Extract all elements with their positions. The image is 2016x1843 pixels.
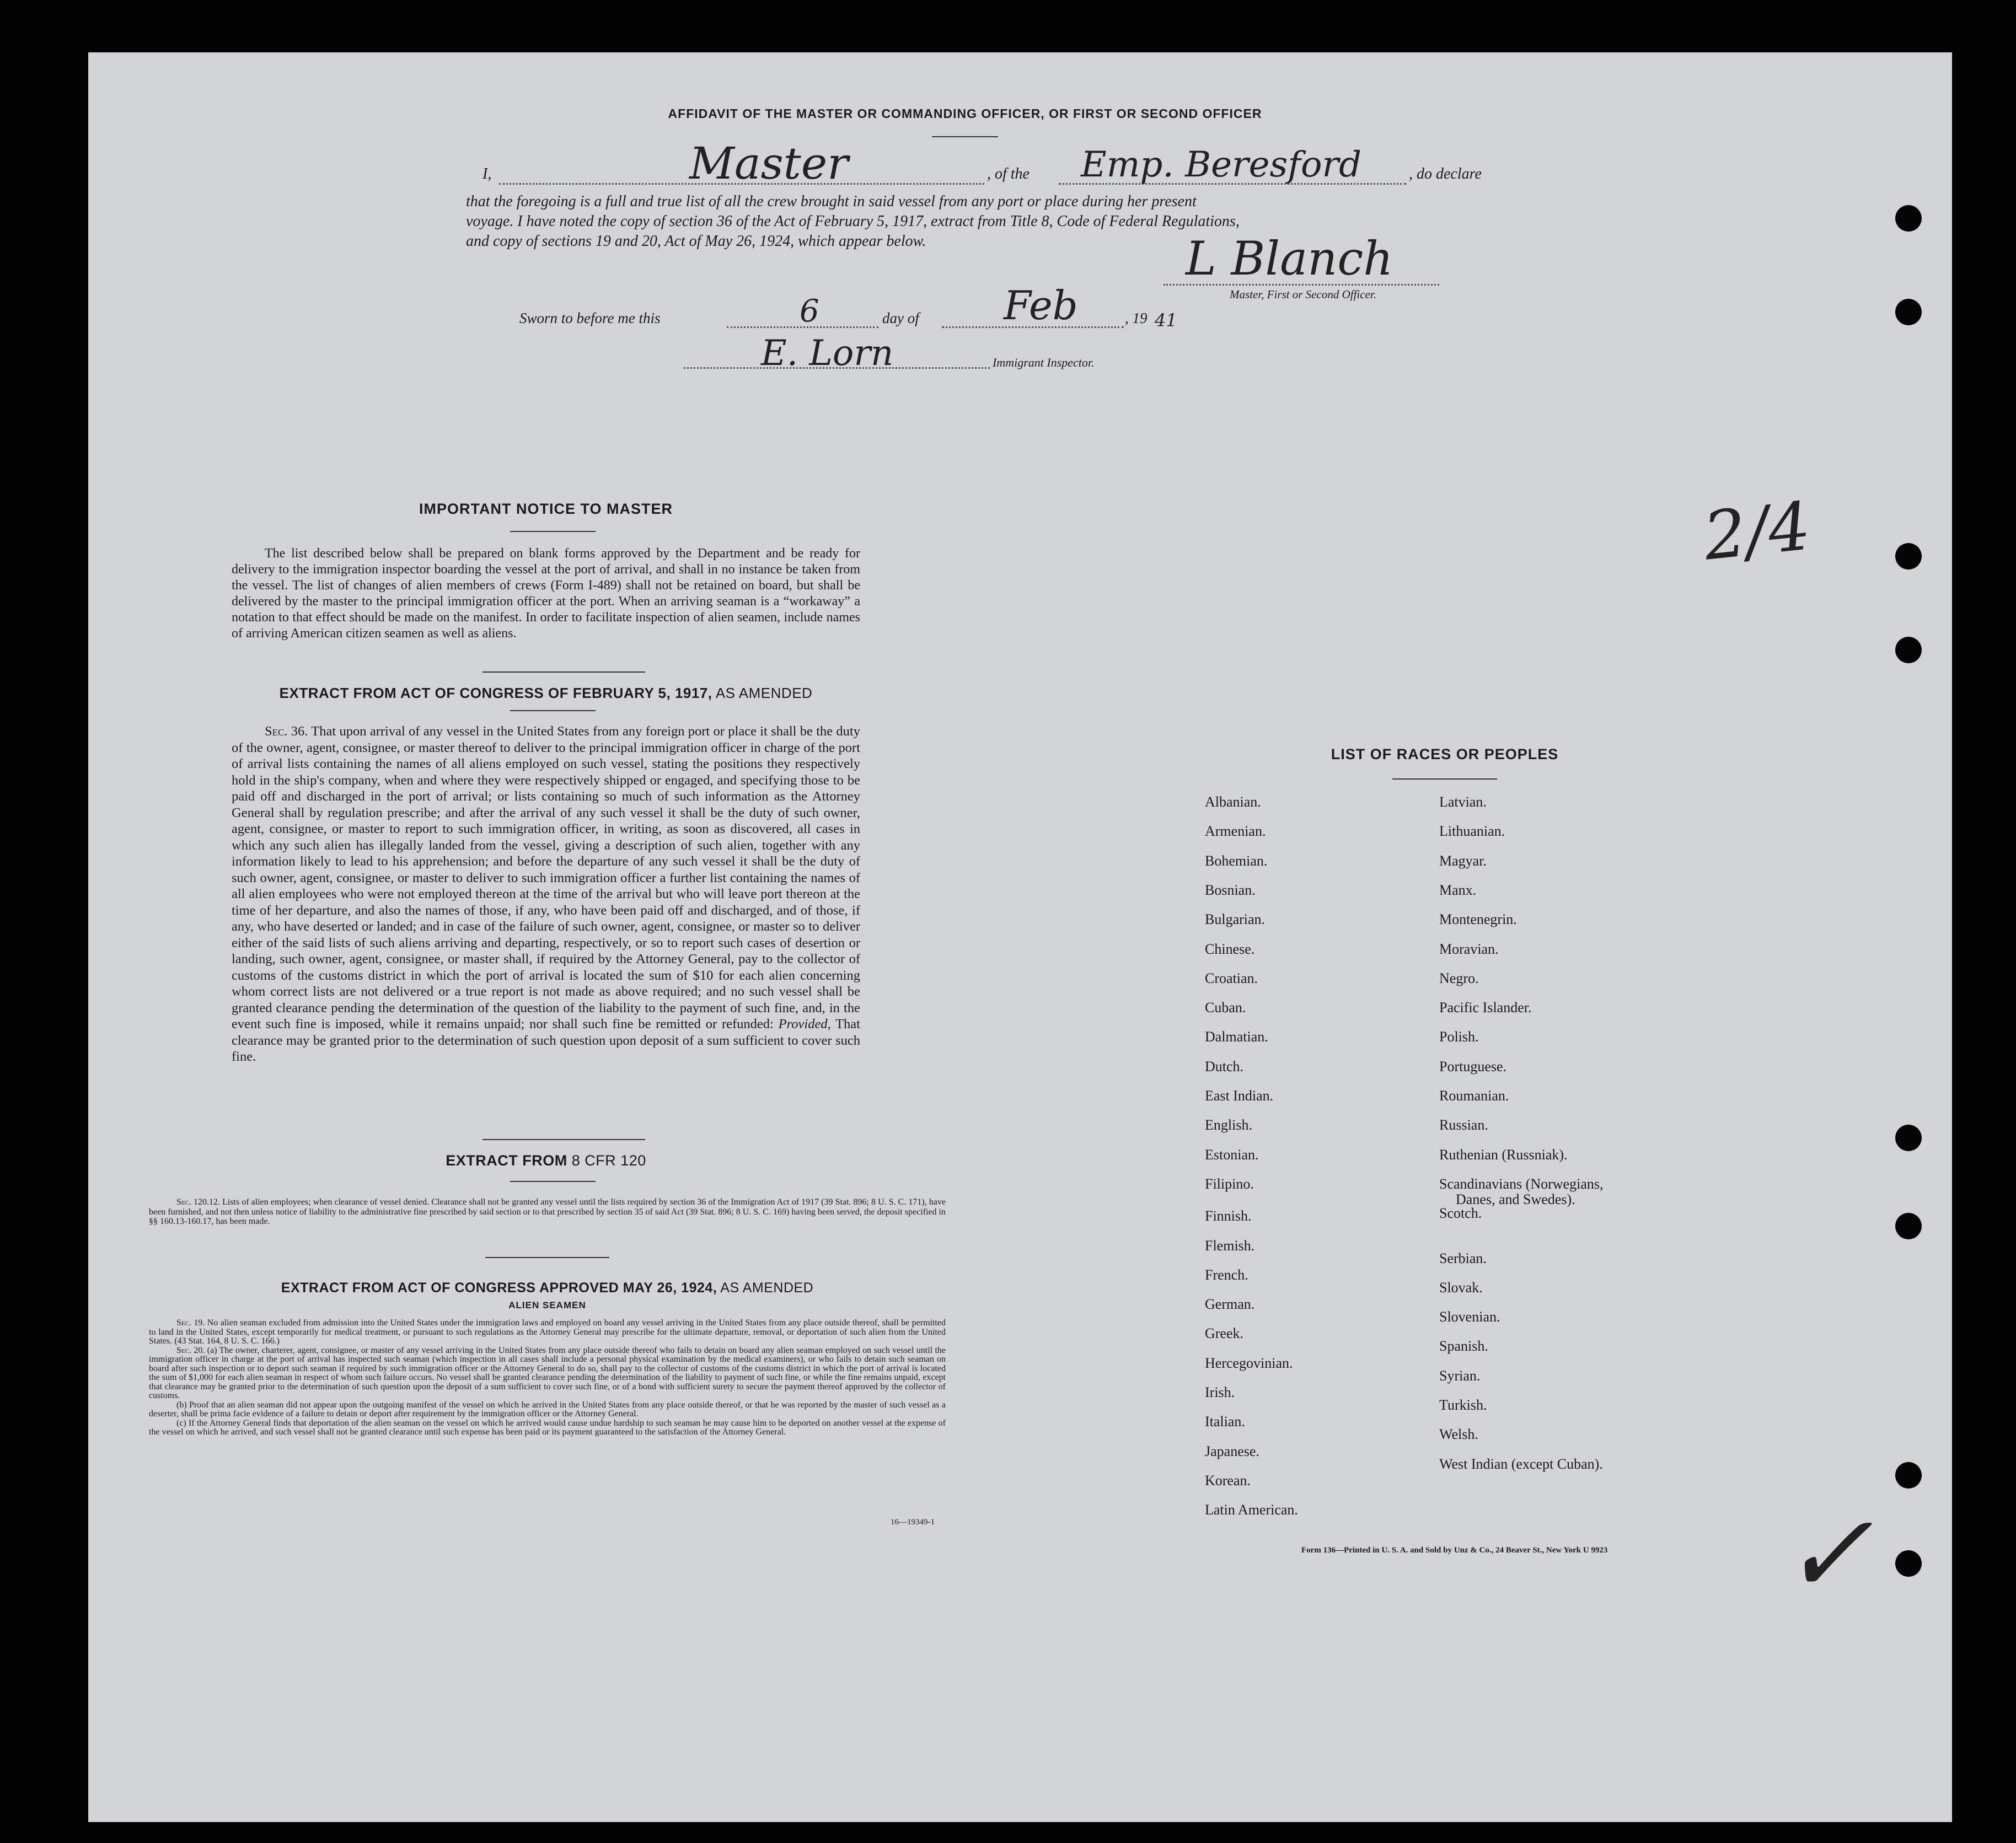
affidavit-line-4: and copy of sections 19 and 20, Act of May 26, 1924, which appear below. (466, 233, 926, 250)
race-item: Lithuanian. (1439, 823, 1505, 840)
race-item: Slovenian. (1439, 1309, 1500, 1325)
binder-hole (1895, 299, 1922, 325)
vessel-handwritten: Emp. Beresford (1081, 144, 1362, 185)
sec-19-label: Sec. 19. (176, 1318, 205, 1328)
race-item: Manx. (1439, 882, 1477, 898)
race-item: Greek. (1205, 1325, 1244, 1342)
binder-hole (1895, 1213, 1922, 1239)
race-item: Finnish. (1205, 1208, 1252, 1224)
race-item: Bulgarian. (1205, 911, 1266, 928)
race-item: Slovak. (1439, 1279, 1483, 1296)
month-handwritten: Feb (1004, 282, 1078, 329)
title-rule (932, 136, 998, 137)
race-item: Moravian. (1439, 941, 1499, 957)
race-item: Spanish. (1439, 1338, 1488, 1355)
binder-hole (1895, 637, 1922, 663)
day-of-label: day of (882, 310, 919, 326)
race-item: East Indian. (1205, 1088, 1274, 1104)
race-item: West Indian (except Cuban). (1439, 1455, 1603, 1472)
sec-36-tail: That clearance may be granted prior to the determination of such question upon deposit of a sum sufficient to cover such fine. (232, 1017, 860, 1064)
signature-caption: Master, First or Second Officer. (1230, 288, 1376, 301)
cfr-body (149, 1197, 946, 1227)
race-item: Dutch. (1205, 1058, 1244, 1074)
race-item: Flemish. (1205, 1237, 1255, 1254)
rank-handwritten: Master (689, 138, 849, 189)
extract-1924-body (149, 1319, 946, 1437)
race-item: Serbian. (1439, 1250, 1487, 1266)
extract-1917-title-bold: EXTRACT FROM ACT OF CONGRESS OF FEBRUARY 5, 1917, (279, 685, 712, 701)
race-item: Italian. (1205, 1414, 1245, 1430)
race-item: Polish. (1439, 1029, 1479, 1045)
binder-hole (1895, 1125, 1922, 1151)
race-item: Turkish. (1439, 1397, 1487, 1413)
do-declare-label: , do declare (1409, 165, 1482, 182)
extract-1917-rule (510, 710, 596, 711)
race-item: Ruthenian (Russniak). (1439, 1146, 1568, 1163)
race-item: Pacific Islander. (1439, 1000, 1532, 1016)
race-item: Latvian. (1439, 794, 1487, 810)
race-item: Portuguese. (1439, 1058, 1507, 1074)
race-item: Irish. (1205, 1384, 1235, 1400)
sec-20a (149, 1346, 946, 1401)
extract-1924-title (149, 1280, 946, 1296)
race-item: Montenegrin. (1439, 911, 1517, 928)
race-item: Russian. (1439, 1117, 1488, 1133)
binder-hole (1895, 543, 1922, 569)
affidavit-line-2: that the foregoing is a full and true list of all the crew brought in said vessel from any port or place during her present (466, 193, 1197, 210)
race-item: Estonian. (1205, 1146, 1259, 1163)
affidavit-title: AFFIDAVIT OF THE MASTER OR COMMANDING OFFICER, OR FIRST OR SECOND OFFICER (668, 106, 1262, 121)
race-item: Magyar. (1439, 852, 1487, 869)
sec-19-text: No alien seaman excluded from admission into the United States under the immigration laws and employed on board any vessel arriving in the United States from any place outside thereof, shall be permitted to land in the United States, except temporarily for medical treatment, or pursuant to such regulations as the Attorney General may prescribe for the ultimate departure, removal, or deportation of such alien from the United States. (43 Stat. 164, 8 U. S. C. 166.) (149, 1318, 946, 1346)
extract-1917-title-tail: AS AMENDED (712, 685, 813, 701)
extract-1924-title-tail: AS AMENDED (717, 1280, 814, 1296)
race-item: French. (1205, 1266, 1248, 1283)
race-item: English. (1205, 1117, 1252, 1133)
cfr-title (232, 1152, 860, 1169)
inspector-signature: E. Lorn (761, 333, 894, 374)
race-item: Bohemian. (1205, 852, 1268, 869)
binder-hole (1895, 205, 1922, 232)
affidavit-i-label: I, (482, 165, 492, 182)
sec-20a-text: (a) The owner, charterer, agent, consignee, or master of any vessel arriving in the United States from any place outside thereof who fails to detain on board any alien seaman employed on such vessel until the immigration officer in charge at the port of arrival has inspected such seaman (which inspection in all cases shall include a personal physical examination by the medical examiners), or who fails to detain such seaman on board after such inspection or to deport such seaman if required by such immigration officer or the Attorney General to do so, shall pay to the collector of customs of the customs district in which the port of arrival is located the sum of $1,000 for each alien seaman in respect of whom such failure occurs. No vessel shall be granted clearance pending the determination of the liability to payment of such fine, or while the fine remains unpaid, except that clearance may be granted prior to the determination of such question upon the deposit of a sum sufficient to cover such fine, or of a bond with sufficient surety to secure the payment thereof approved by the collector of customs. (149, 1345, 946, 1400)
binder-hole (1895, 1462, 1922, 1489)
sec-120-label: Sec. 120.12. (176, 1197, 221, 1207)
races-title: LIST OF RACES OR PEOPLES (1331, 746, 1559, 762)
race-item: Dalmatian. (1205, 1029, 1268, 1045)
race-item: Japanese. (1205, 1443, 1259, 1459)
of-the-label: , of the (987, 165, 1030, 182)
sworn-label: Sworn to before me this (519, 310, 661, 326)
race-item: Albanian. (1205, 794, 1261, 810)
race-item: Bosnian. (1205, 882, 1256, 898)
binder-hole (1895, 1550, 1922, 1577)
sec-120-text: Lists of alien employees; when clearance of vessel denied. Clearance shall not be granted any vessel until the lists required by section 36 of the Immigration Act of 1917 (39 Stat. 896; 8 U. S. C. 171), have been furnished, and not then unless notice of liability to the administrative fine prescribed by said section or to that prescribed by section 35 of said Act (39 Stat. 896; 8 U. S. C. 169) having been served, the deposit specified in §§ 160.13-160.17, has been made. (149, 1197, 946, 1226)
extract-1924-title-bold: EXTRACT FROM ACT OF CONGRESS APPROVED MAY 26, 1924, (281, 1280, 717, 1296)
cfr-title-tail: 8 CFR 120 (567, 1152, 646, 1169)
notice-rule (510, 531, 596, 532)
signature-blank (1164, 284, 1439, 286)
extract-1917-end-rule (482, 1139, 645, 1140)
race-item: Negro. (1439, 970, 1479, 986)
sec-20-label: Sec. 20. (176, 1345, 205, 1355)
race-item: Scotch. (1439, 1205, 1482, 1222)
sec-36-text: That upon arrival of any vessel in the United States from any foreign port or place it shall be the duty of the owner, agent, consignee, or master thereof to deliver to the principal immigration officer in charge of the port of arrival lists containing the names of all aliens employed on such vessel, stating the positions they respectively hold in the ship's company, when and where they were respectively shipped or engaged, and specifying those to be paid off and discharged in the port of arrival; or lists containing so much of such information as the Attorney General shall by regulation prescribe; and after the arrival of any such vessel it shall be the duty of such owner, agent, consignee, or master to report to such immigration officer, in writing, as soon as discovered, all cases in which any such alien has illegally landed from the vessel, giving a description of such alien, together with any information likely to lead to his apprehension; and before the departure of any such vessel it shall be the duty of such owner, agent, consignee, or master to deliver to such immigration officer a further list containing the names of all alien employees who were not employed thereon at the time of the arrival but who will leave port thereon at the time of her departure, and also the names of those, if any, who have been paid off and discharged, and of those, if any, who have deserted or landed; and in case of the failure of such owner, agent, consignee, or master so to deliver either of the said lists of such aliens arriving and departing, respectively, or so to report such cases of desertion or landing, such owner, agent, consignee, or master shall, if required by the Attorney General, pay to the collector of customs of the customs district in which the port of arrival is located the sum of $10 for each alien concerning whom correct lists are not delivered or a true report is not made as above required; and no such vessel shall be granted clearance pending the determination of the question of the liability to the payment of such fine, and, in the event such fine is imposed, while it remains unpaid; nor shall such fine be remitted or refunded: (232, 724, 860, 1031)
race-item: Syrian. (1439, 1367, 1481, 1384)
margin-note: 2/4 (1700, 488, 1814, 576)
race-item: Chinese. (1205, 941, 1255, 957)
race-item: Armenian. (1205, 823, 1266, 840)
race-item: Roumanian. (1439, 1088, 1509, 1104)
race-item: Hercegovinian. (1205, 1355, 1293, 1371)
sec-20b: (b) Proof that an alien seaman did not appear upon the outgoing manifest of the vessel on which he arrived in the United States from any place outside thereof, or that he was reported by the master of such vessel as a deserter, shall be prima facie evidence of a failure to detain or deport after requirement by the immigration officer or the Attorney General. (149, 1400, 946, 1418)
race-item: Cuban. (1205, 1000, 1246, 1016)
cfr-rule (510, 1181, 596, 1182)
race-item: German. (1205, 1296, 1255, 1313)
check-mark: ✓ (1781, 1490, 1874, 1619)
year-prefix: , 19 (1125, 310, 1148, 326)
extract-1924-subtitle: ALIEN SEAMEN (508, 1300, 586, 1310)
race-item: Welsh. (1439, 1426, 1478, 1443)
notice-body: The list described below shall be prepared on blank forms approved by the Department and be ready for delivery to the immigration inspector boarding the vessel at the port of arrival, and shall in no instance be taken from the vessel. The list of changes of alien members of crews (Form I-489) shall not be retained on board, but shall be delivered by the master to the principal immigration officer at the port. When an arriving seaman is a “workaway” a notation to that effect should be made on the manifest. In order to facilitate inspection of alien seamen, include names of arriving American citizen seamen as well as aliens. (232, 546, 860, 641)
year-handwritten: 41 (1155, 310, 1177, 331)
race-item: Croatian. (1205, 970, 1258, 986)
notice-title: IMPORTANT NOTICE TO MASTER (419, 501, 673, 517)
affidavit-line-3: voyage. I have noted the copy of section 36 of the Act of February 5, 1917, extract from Title 8, Code of Federal Regulations, (466, 213, 1240, 230)
race-item: Scandinavians (Norwegians, (1439, 1175, 1604, 1192)
race-item: Latin American. (1205, 1502, 1298, 1518)
sec-36-provided: Provided, (778, 1017, 831, 1031)
race-item: Danes, and Swedes). (1456, 1191, 1575, 1207)
race-item: Korean. (1205, 1472, 1251, 1489)
cfr-end-rule (485, 1257, 609, 1258)
form-footer: Form 136—Printed in U. S. A. and Sold by Unz & Co., 24 Beaver St., New York U 9923 (1301, 1546, 1608, 1555)
sec-36-label: Sec. 36. (265, 724, 308, 739)
extract-1917-title (232, 685, 860, 702)
notice-end-rule (482, 671, 645, 673)
races-rule (1392, 778, 1497, 780)
inspector-caption: Immigrant Inspector. (993, 356, 1095, 369)
race-item: Filipino. (1205, 1175, 1254, 1192)
day-handwritten: 6 (800, 293, 819, 329)
sec-19 (149, 1319, 946, 1346)
cfr-title-bold: EXTRACT FROM (446, 1152, 567, 1169)
form-code: 16—19349-1 (891, 1518, 935, 1527)
master-signature: L Blanch (1186, 232, 1393, 286)
sec-20c: (c) If the Attorney General finds that deportation of the alien seaman on the vessel on which he arrived would cause undue hardship to such seaman he may cause him to be deported on another vessel at the expense of the vessel on which he arrived, and such vessel shall not be granted clearance until such expense has been paid or its payment guaranteed to the satisfaction of the Attorney General. (149, 1418, 946, 1437)
extract-1917-body (232, 723, 860, 1065)
